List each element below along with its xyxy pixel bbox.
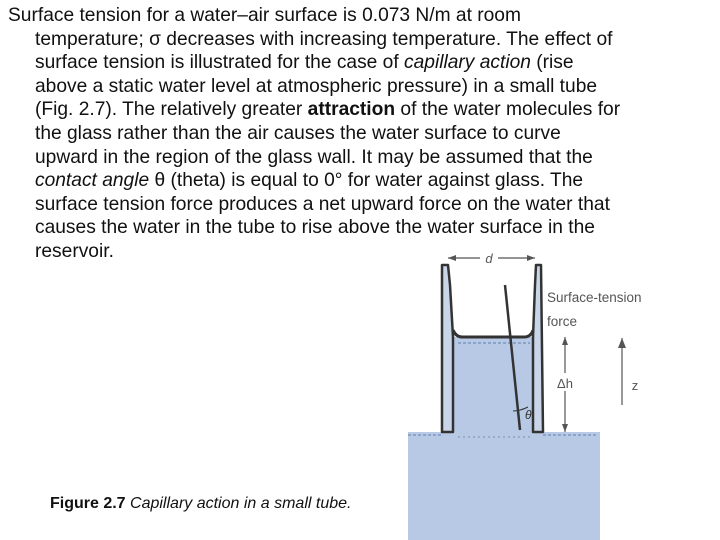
surface-tension-label: Surface-tension [547,290,642,305]
reservoir-water [408,432,600,540]
para-line-3-end: (rise [530,52,574,74]
para-line-3-text: surface tension is illustrated for the case of [35,52,405,74]
figure-caption-label: Figure 2.7 [50,495,126,512]
dh-arrow-bottom [562,424,568,432]
figure-caption [50,495,351,513]
surface-tension-label-force: force [547,314,578,329]
para-line-4: above a static water level at atmospheric pressure) in a small tube [35,75,598,97]
theta-label: θ [525,408,532,422]
para-line-5 [8,98,712,122]
d-arrow-left [448,255,456,261]
tube-left-wall [442,265,453,432]
z-label: z [631,378,639,393]
para-line-6: the glass rather than the air causes the water surface to curve [35,122,561,144]
para-line-5-end: of the water molecules for [395,99,621,121]
term-attraction: attraction [307,99,396,121]
d-label: d [485,251,493,266]
meniscus [453,330,533,337]
figure-caption-text: Capillary action in a small tube. [125,495,352,512]
para-line-8 [8,169,712,193]
para-line-9: surface tension force produces a net upward force on the water that [35,193,610,215]
delta-h-label: Δh [557,376,573,391]
para-line-1: Surface tension for a water–air surface is 0.073 N/m at room [8,5,521,26]
capillary-tube-figure [400,245,720,540]
tube-right-wall [533,265,543,432]
d-arrow-right [527,255,535,261]
para-line-10: causes the water in the tube to rise above the water surface in the [35,217,595,239]
dh-arrow-top [562,337,568,345]
term-contact-angle: contact angle [35,170,150,192]
para-line-8-text: θ (theta) is equal to 0° for water against glass. The [149,170,584,192]
para-line-5-text: (Fig. 2.7). The relatively greater [35,99,308,121]
para-line-11: reservoir. [35,240,114,262]
tube-water-column [454,337,534,447]
z-axis-arrow [618,338,626,348]
body-paragraph [8,4,712,264]
para-line-7: upward in the region of the glass wall. It may be assumed that the [35,146,593,168]
term-capillary-action: capillary action [404,52,531,74]
para-line-2: temperature; σ decreases with increasing temperature. The effect of [35,28,613,50]
para-line-3 [8,51,712,75]
